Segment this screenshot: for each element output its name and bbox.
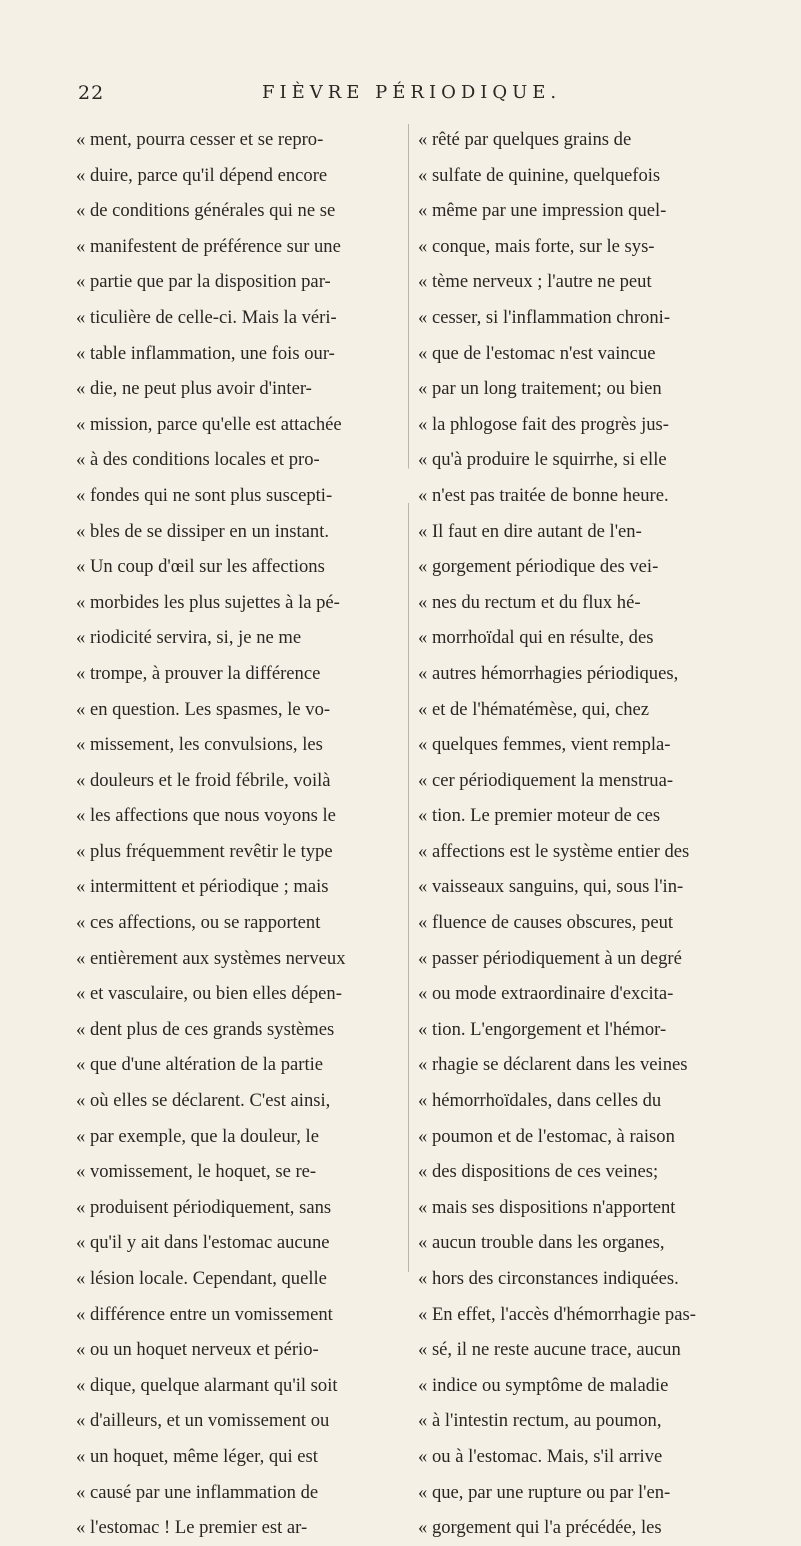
text-line: « un hoquet, même léger, qui est — [76, 1445, 318, 1467]
text-line: « affections est le système entier des — [418, 840, 690, 862]
text-line: « des dispositions de ces veines; — [418, 1161, 659, 1183]
text-line: « dique, quelque alarmant qu'il soit — [76, 1374, 338, 1396]
text-line: « ces affections, ou se rapportent — [76, 912, 321, 934]
text-line: « passer périodiquement à un degré — [418, 947, 682, 969]
text-line: « partie que par la disposition par- — [76, 271, 331, 293]
text-line: « hémorrhoïdales, dans celles du — [418, 1090, 662, 1112]
text-line: « ment, pourra cesser et se repro- — [76, 129, 324, 150]
column-divider — [408, 124, 409, 1272]
text-line: « et vasculaire, ou bien elles dépen- — [76, 983, 342, 1005]
text-line: « rêté par quelques grains de — [418, 129, 632, 150]
text-line: « plus fréquemment revêtir le type — [76, 840, 333, 862]
text-line: « tion. L'engorgement et l'hémor- — [418, 1018, 667, 1040]
text-line: « même par une impression quel- — [418, 200, 667, 222]
text-line: « produisent périodiquement, sans — [76, 1196, 332, 1218]
text-line: « à l'intestin rectum, au poumon, — [418, 1410, 662, 1432]
text-line: « cer périodiquement la menstrua- — [418, 769, 674, 791]
text-line: « poumon et de l'estomac, à raison — [418, 1125, 675, 1147]
page-number: 22 — [78, 82, 105, 104]
text-line: « cesser, si l'inflammation chroni- — [418, 306, 671, 328]
text-line: « de conditions générales qui ne se — [76, 200, 336, 222]
text-line: « die, ne peut plus avoir d'inter- — [76, 378, 312, 400]
text-line: « morbides les plus sujettes à la pé- — [76, 591, 340, 613]
text-line: « Un coup d'œil sur les affections — [76, 556, 325, 578]
text-line: « indice ou symptôme de maladie — [418, 1374, 669, 1396]
text-line: « intermittent et périodique ; mais — [76, 876, 329, 898]
text-line: « ou un hoquet nerveux et pério- — [76, 1339, 319, 1361]
text-line: « qu'il y ait dans l'estomac aucune — [76, 1232, 330, 1254]
text-line: « l'estomac ! Le premier est ar- — [76, 1517, 308, 1539]
text-line: « d'ailleurs, et un vomissement ou — [76, 1410, 330, 1432]
text-line: « rhagie se déclarent dans les veines — [418, 1054, 688, 1076]
text-line: « gorgement qui l'a précédée, les — [418, 1517, 662, 1539]
text-line: « mission, parce qu'elle est attachée — [76, 413, 342, 435]
text-line: « entièrement aux systèmes nerveux — [76, 947, 346, 969]
text-line: « aucun trouble dans les organes, — [418, 1232, 665, 1254]
text-line: « gorgement périodique des vei- — [418, 556, 659, 578]
text-line: « conque, mais forte, sur le sys- — [418, 235, 655, 257]
text-line: « dent plus de ces grands systèmes — [76, 1018, 335, 1040]
text-line: « et de l'hématémèse, qui, chez — [418, 698, 650, 720]
text-line: « fluence de causes obscures, peut — [418, 912, 674, 934]
text-line: « que d'une altération de la partie — [76, 1054, 324, 1076]
text-line: « table inflammation, une fois our- — [76, 342, 335, 364]
text-line: « fondes qui ne sont plus suscepti- — [76, 484, 333, 506]
text-line: « n'est pas traitée de bonne heure. — [418, 484, 669, 506]
text-line: « en question. Les spasmes, le vo- — [76, 698, 331, 720]
right-text-column — [418, 122, 760, 1546]
text-line: « que de l'estomac n'est vaincue — [418, 342, 656, 364]
text-line: « vomissement, le hoquet, se re- — [76, 1161, 317, 1183]
text-line: « trompe, à prouver la différence — [76, 662, 321, 684]
text-line: « manifestent de préférence sur une — [76, 235, 341, 257]
text-line: « que, par une rupture ou par l'en- — [418, 1481, 671, 1503]
text-line: « lésion locale. Cependant, quelle — [76, 1268, 327, 1289]
text-line: « riodicité servira, si, je ne me — [76, 627, 302, 649]
text-line: « mais ses dispositions n'apportent — [418, 1196, 676, 1218]
text-line: « douleurs et le froid fébrile, voilà — [76, 769, 331, 791]
text-line: « ou mode extraordinaire d'excita- — [418, 983, 674, 1005]
text-line: « par exemple, que la douleur, le — [76, 1125, 319, 1147]
text-line: « par un long traitement; ou bien — [418, 378, 662, 400]
text-line: « où elles se déclarent. C'est ainsi, — [76, 1090, 331, 1112]
left-text-column — [76, 122, 418, 1546]
text-line: « morrhoïdal qui en résulte, des — [418, 627, 654, 649]
running-title: FIÈVRE PÉRIODIQUE. — [262, 82, 562, 103]
text-line: « tion. Le premier moteur de ces — [418, 805, 661, 827]
text-line: « causé par une inflammation de — [76, 1481, 319, 1503]
text-line: « tème nerveux ; l'autre ne peut — [418, 271, 652, 293]
text-line: « différence entre un vomissement — [76, 1303, 333, 1325]
text-line: « autres hémorrhagies périodiques, — [418, 662, 679, 684]
text-line: « duire, parce qu'il dépend encore — [76, 164, 328, 186]
text-line: « vaisseaux sanguins, qui, sous l'in- — [418, 876, 684, 898]
text-line: « hors des circonstances indiquées. — [418, 1268, 679, 1289]
text-line: « missement, les convulsions, les — [76, 734, 323, 756]
text-line: « à des conditions locales et pro- — [76, 449, 320, 471]
text-line: « nes du rectum et du flux hé- — [418, 591, 641, 613]
text-line: « ticulière de celle-ci. Mais la véri- — [76, 306, 337, 328]
text-line: « bles de se dissiper en un instant. — [76, 520, 330, 542]
text-line: « les affections que nous voyons le — [76, 805, 336, 827]
text-line: « En effet, l'accès d'hémorrhagie pas- — [418, 1303, 696, 1325]
text-line: « la phlogose fait des progrès jus- — [418, 413, 669, 435]
text-line: « Il faut en dire autant de l'en- — [418, 520, 642, 542]
text-line: « qu'à produire le squirrhe, si elle — [418, 449, 667, 471]
text-line: « ou à l'estomac. Mais, s'il arrive — [418, 1445, 663, 1467]
text-line: « sulfate de quinine, quelquefois — [418, 164, 661, 186]
text-line: « quelques femmes, vient rempla- — [418, 734, 671, 756]
text-line: « sé, il ne reste aucune trace, aucun — [418, 1339, 681, 1361]
page-header — [0, 82, 801, 112]
